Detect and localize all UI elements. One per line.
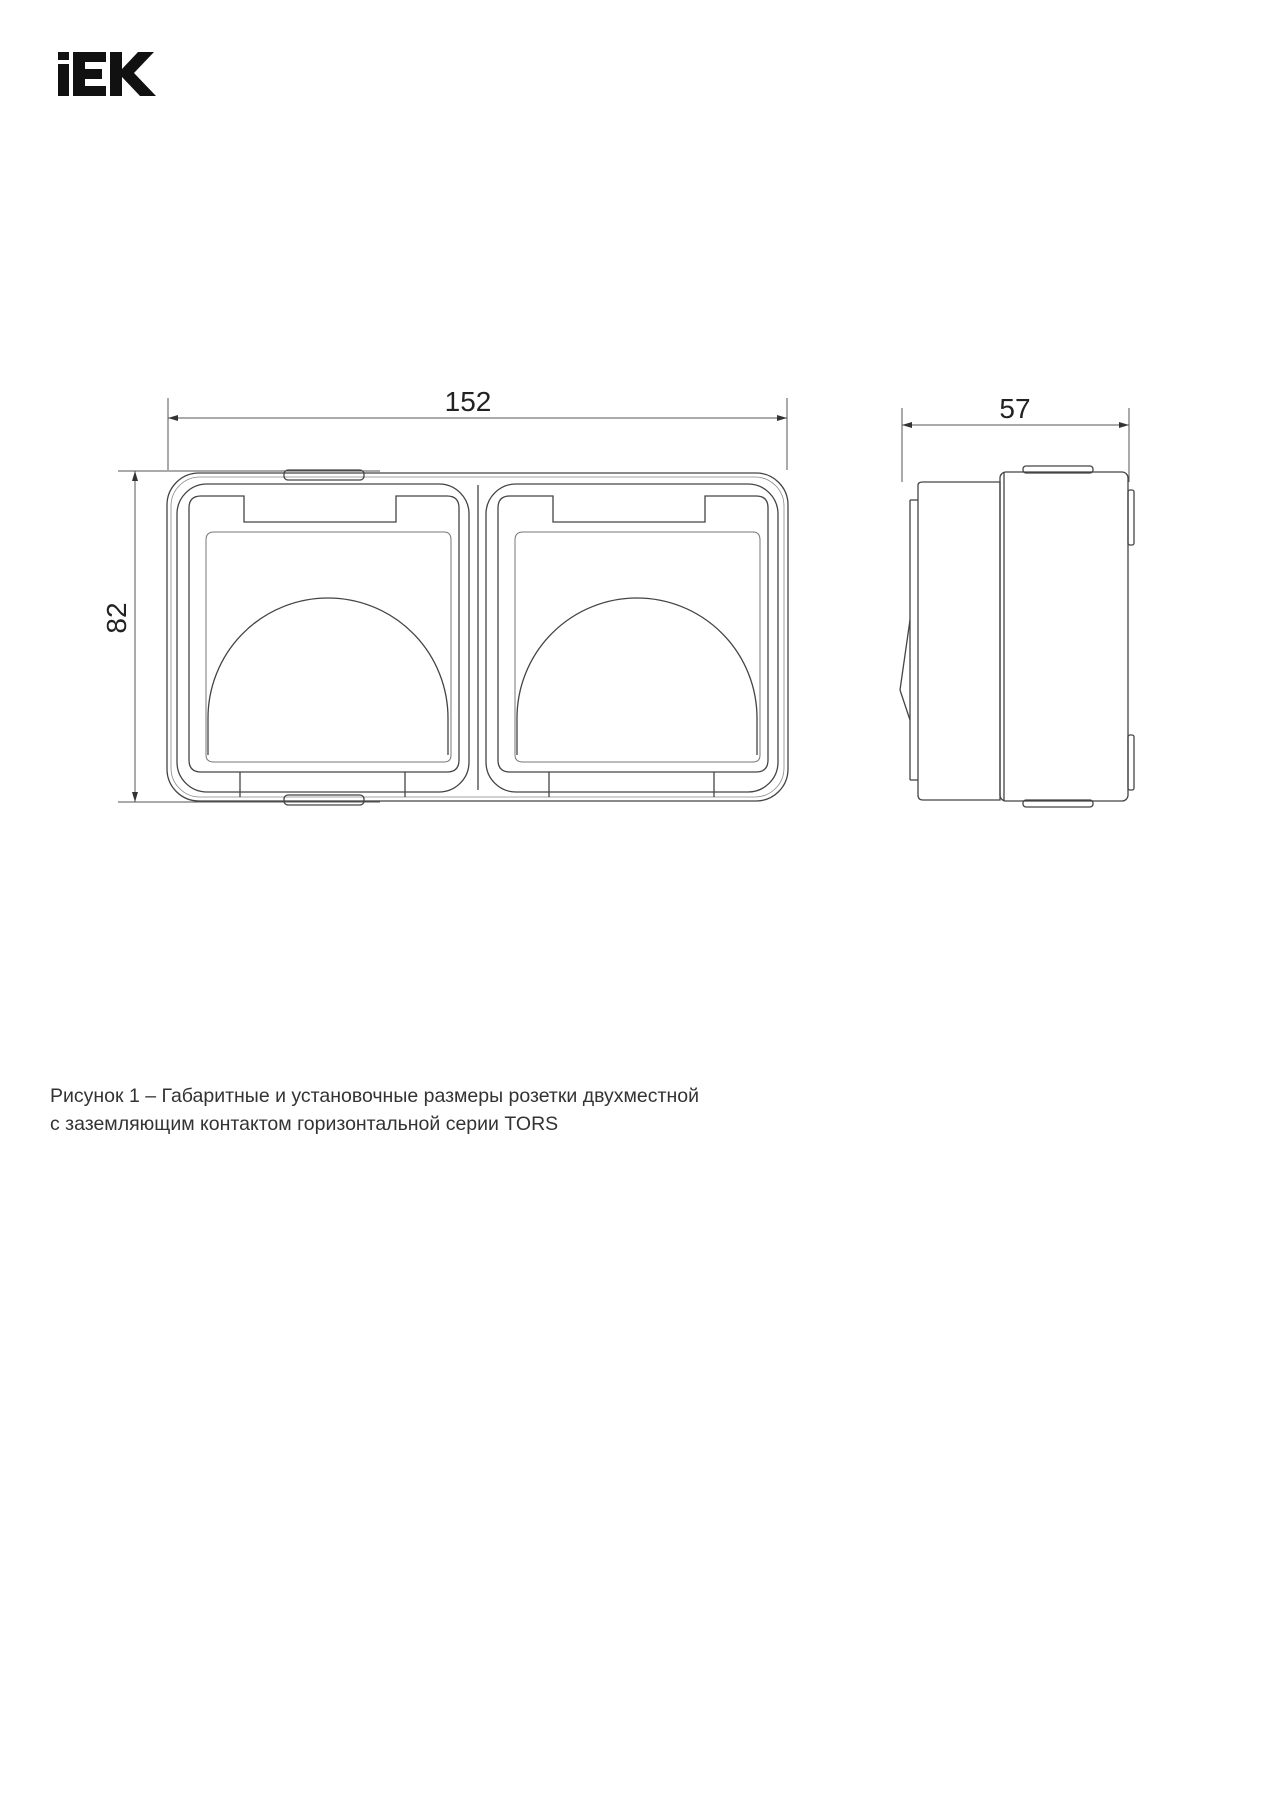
socket-front-view <box>167 470 788 805</box>
figure-caption <box>50 1082 950 1138</box>
height-dimension-label: 82 <box>101 602 132 634</box>
socket-side-view <box>900 466 1134 807</box>
depth-dimension-label: 57 <box>999 393 1031 424</box>
caption-line-2: с заземляющим контактом горизонтальной серии TORS <box>50 1113 559 1135</box>
caption-line-1: Рисунок 1 – Габаритные и установочные размеры розетки двухместной <box>50 1085 699 1107</box>
width-dimension-label: 152 <box>444 386 492 417</box>
